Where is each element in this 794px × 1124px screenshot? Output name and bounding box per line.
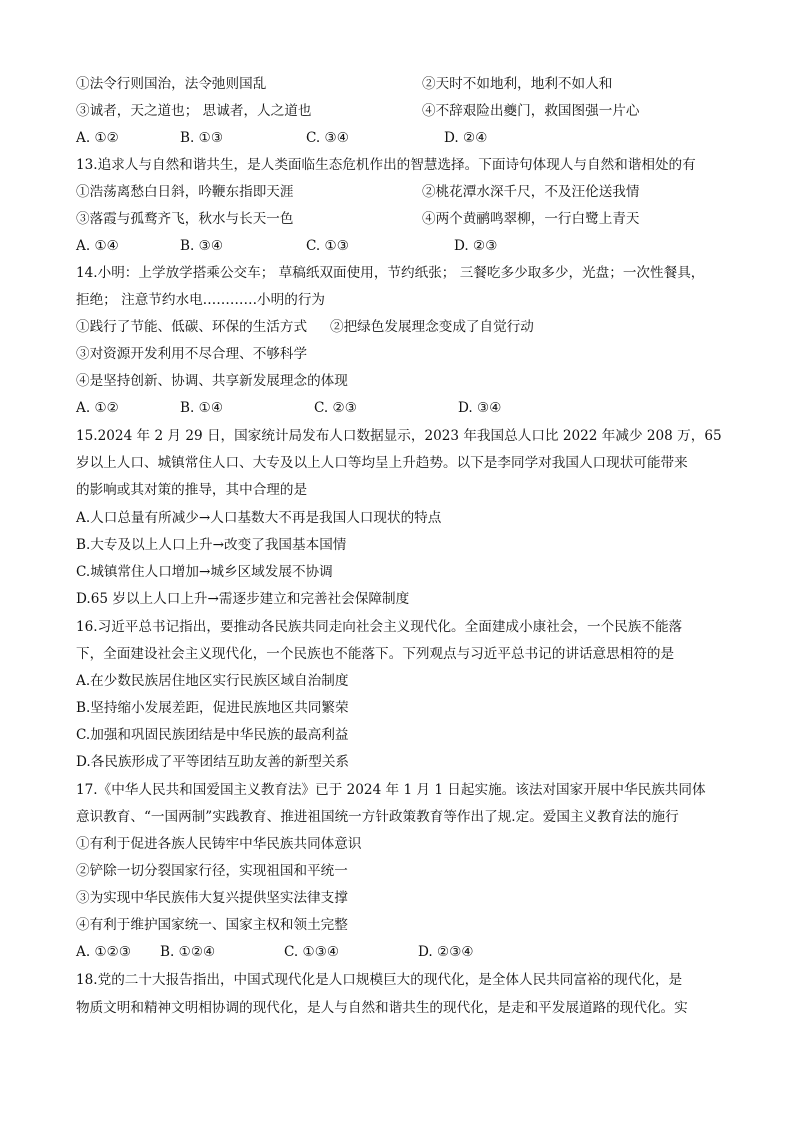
q14-option-3: ③对资源开发利用不尽合理、不够科学 bbox=[76, 346, 308, 362]
q12-option-1: ①法令行则国治，法令弛则国乱 bbox=[76, 76, 267, 92]
q14-stem-line-2: 拒绝； 注意节约水电…………小明的行为 bbox=[76, 292, 326, 308]
q14-choice-a[interactable]: A. ①② bbox=[76, 400, 119, 416]
q12-option-3: ③诚者，天之道也； 思诚者，人之道也 bbox=[76, 103, 312, 119]
q14-option-2: ②把绿色发展理念变成了自觉行动 bbox=[330, 319, 534, 335]
q12-choice-d[interactable]: D. ②④ bbox=[444, 130, 488, 146]
q16-option-d[interactable]: D.各民族形成了平等团结互助友善的新型关系 bbox=[76, 754, 350, 770]
q13-choice-b[interactable]: B. ③④ bbox=[180, 238, 224, 254]
q16-option-a[interactable]: A.在少数民族居住地区实行民族区域自治制度 bbox=[76, 673, 349, 689]
q18-stem-line-1: 18.党的二十大报告指出，中国式现代化是人口规模巨大的现代化，是全体人民共同富裕的现代化，是 bbox=[76, 972, 683, 988]
q12-options-row-2 bbox=[76, 101, 640, 121]
q17-option-2: ②铲除一切分裂国家行径，实现祖国和平统一 bbox=[76, 863, 348, 879]
q15-stem-line-3: 的影响或其对策的推导，其中合理的是 bbox=[76, 482, 308, 498]
q13-stem: 13.追求人与自然和谐共生，是人类面临生态危机作出的智慧选择。下面诗句体现人与自然和谐相处的有 bbox=[76, 157, 696, 173]
q17-option-3: ③为实现中华民族伟大复兴提供坚实法律支撑 bbox=[76, 890, 348, 906]
q13-option-1: ①浩荡离愁白日斜，吟鞭东指即天涯 bbox=[76, 184, 294, 200]
q13-option-4: ④两个黄鹂鸣翠柳，一行白鹭上青天 bbox=[422, 211, 640, 227]
q17-option-1: ①有利于促进各族人民铸牢中华民族共同体意识 bbox=[76, 836, 362, 852]
q14-options-row-1 bbox=[76, 317, 534, 337]
q14-option-1: ①践行了节能、低碳、环保的生活方式 bbox=[76, 319, 308, 335]
q13-option-3: ③落霞与孤鹜齐飞，秋水与长天一色 bbox=[76, 211, 294, 227]
q16-option-c[interactable]: C.加强和巩固民族团结是中华民族的最高利益 bbox=[76, 727, 349, 743]
q17-choice-b[interactable]: B. ①②④ bbox=[160, 944, 216, 960]
q14-choice-b[interactable]: B. ①④ bbox=[180, 400, 224, 416]
q18-stem-line-2: 物质文明和精神文明相协调的现代化，是人与自然和谐共生的现代化，是走和平发展道路的现代化。实 bbox=[76, 1000, 688, 1016]
q13-choice-d[interactable]: D. ②③ bbox=[454, 238, 498, 254]
q16-stem-line-2: 下，全面建设社会主义现代化，一个民族也不能落下。下列观点与习近平总书记的讲话意思相符的是 bbox=[76, 646, 675, 662]
q15-option-c[interactable]: C.城镇常住人口增加→城乡区域发展不协调 bbox=[76, 564, 333, 580]
q13-choice-a[interactable]: A. ①④ bbox=[76, 238, 119, 254]
q13-option-2: ②桃花潭水深千尺，不及汪伦送我情 bbox=[422, 184, 640, 200]
q17-choice-a[interactable]: A. ①②③ bbox=[76, 944, 132, 960]
q14-choice-d[interactable]: D. ③④ bbox=[458, 400, 502, 416]
q12-options-row-1 bbox=[76, 74, 613, 94]
q12-option-2: ②天时不如地利，地利不如人和 bbox=[422, 76, 613, 92]
q12-option-4: ④不辞艰险出夔门，救国图强一片心 bbox=[422, 103, 640, 119]
q13-options-row-2 bbox=[76, 209, 640, 229]
q17-stem-line-1: 17.《中华人民共和国爱国主义教育法》已于 2024 年 1 月 1 日起实施。该法对国家开展中华民族共同体 bbox=[76, 782, 706, 798]
q14-choice-c[interactable]: C. ②③ bbox=[314, 400, 357, 416]
q12-choice-a[interactable]: A. ①② bbox=[76, 130, 119, 146]
q17-choice-c[interactable]: C. ①③④ bbox=[284, 944, 340, 960]
q14-stem-line-1: 14.小明：上学放学搭乘公交车； 草稿纸双面使用，节约纸张； 三餐吃多少取多少，光盘；一次性餐具， bbox=[76, 265, 705, 281]
q14-option-4: ④是坚持创新、协调、共享新发展理念的体现 bbox=[76, 373, 348, 389]
q15-option-d[interactable]: D.65 岁以上人口上升→需逐步建立和完善社会保障制度 bbox=[76, 591, 410, 607]
q15-stem-line-2: 岁以上人口、城镇常住人口、大专及以上人口等均呈上升趋势。以下是李同学对我国人口现状可能带来 bbox=[76, 455, 688, 471]
q15-option-b[interactable]: B.大专及以上人口上升→改变了我国基本国情 bbox=[76, 537, 347, 553]
q15-stem-line-1: 15.2024 年 2 月 29 日，国家统计局发布人口数据显示，2023 年我国总人口比 2022 年减少 208 万，65 bbox=[76, 428, 722, 444]
q17-stem-line-2: 意识教育、“一国两制”实践教育、推进祖国统一方针政策教育等作出了规.定。爱国主义教育法的施行 bbox=[76, 809, 679, 825]
q17-option-4: ④有利于维护国家统一、国家主权和领土完整 bbox=[76, 917, 348, 933]
q12-choice-b[interactable]: B. ①③ bbox=[180, 130, 224, 146]
q12-choice-c[interactable]: C. ③④ bbox=[306, 130, 349, 146]
q17-choice-d[interactable]: D. ②③④ bbox=[418, 944, 474, 960]
q16-option-b[interactable]: B.坚持缩小发展差距，促进民族地区共同繁荣 bbox=[76, 700, 349, 716]
q13-choice-c[interactable]: C. ①③ bbox=[306, 238, 349, 254]
q13-options-row-1 bbox=[76, 182, 640, 202]
q16-stem-line-1: 16.习近平总书记指出，要推动各民族共同走向社会主义现代化。全面建成小康社会，一个民族不能落 bbox=[76, 619, 683, 635]
q15-option-a[interactable]: A.人口总量有所减少→人口基数大不再是我国人口现状的特点 bbox=[76, 510, 442, 526]
